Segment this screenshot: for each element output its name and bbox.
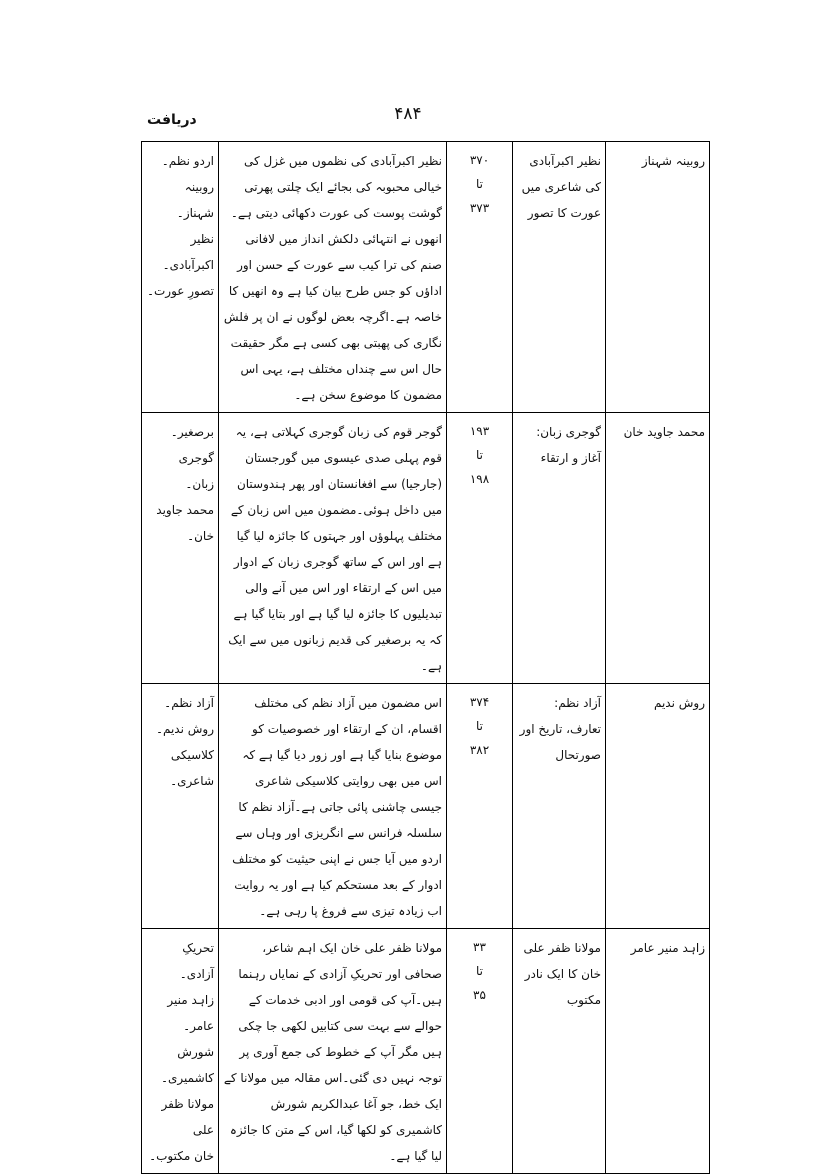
- page-to: تا: [476, 719, 483, 733]
- title-cell: گوجری زبان: آغاز و ارتقاء: [513, 413, 606, 684]
- page-end: ۳۸۲: [469, 743, 490, 757]
- keyword: زاہد منیر عامر۔: [167, 993, 214, 1033]
- keyword: شورش کاشمیری۔: [160, 1045, 214, 1085]
- title-cell: مولانا ظفر علی خان کا ایک نادر مکتوب: [513, 929, 606, 1174]
- pages-cell: [447, 684, 513, 929]
- page-to: تا: [476, 177, 483, 191]
- pages-cell: [447, 413, 513, 684]
- page-end: ۱۹۸: [469, 472, 490, 486]
- keyword: تحریکِ آزادی۔: [179, 941, 214, 981]
- page-end: ۳۵: [473, 988, 486, 1002]
- keyword: آزاد نظم۔: [164, 696, 214, 710]
- keyword: نظیر اکبرآبادی۔: [162, 232, 214, 272]
- pages-cell: [447, 142, 513, 413]
- keyword: روش ندیم۔: [155, 722, 214, 736]
- table-row: [142, 929, 710, 1174]
- keyword: مولانا ظفر علی: [161, 1097, 214, 1137]
- author-cell: روش ندیم: [606, 684, 710, 929]
- keyword: خان مکتوب۔: [149, 1149, 214, 1163]
- keyword: زبان۔: [185, 477, 214, 491]
- keywords-cell: [142, 142, 219, 413]
- page-start: ۳۳: [473, 940, 486, 954]
- keyword: روبینہ شہناز۔: [176, 180, 214, 220]
- title-cell: آزاد نظم: تعارف، تاریخ اور صورتحال: [513, 684, 606, 929]
- keyword: برصغیر۔گوجری: [170, 425, 214, 465]
- running-head: دریافت: [147, 112, 197, 128]
- summary-cell: مولانا ظفر علی خان ایک اہم شاعر، صحافی اور تحریکِ آزادی کے نمایاں رہنما ہیں۔آپ کی قومی اور ادبی خدمات کے حوالے سے بہت سی کتابیں لکھی جا چکی ہیں مگر آپ کے خطوط کی جمع آوری پر توجہ نہیں دی گئی۔اس مقالہ میں مولانا کے ایک خط، جو آغا عبدالکریم شورش کاشمیری کو لکھا گیا، اس کے متن کا جائزہ لیا گیا ہے۔: [219, 929, 447, 1174]
- title-cell: نظیر اکبرآبادی کی شاعری میں عورت کا تصور: [513, 142, 606, 413]
- table-row: [142, 142, 710, 413]
- keyword: اردو نظم۔: [161, 154, 214, 168]
- article-index-table: [141, 141, 710, 1174]
- summary-cell: گوجر قوم کی زبان گوجری کہلاتی ہے، یہ قوم پہلی صدی عیسوی میں گورجستان (جارجیا) سے افغانستان اور پھر ہندوستان میں داخل ہوئی۔مضمون میں اس زبان کے مختلف پہلوؤں اور جہتوں کا جائزہ لیا گیا ہے اور اس کے ساتھ گوجری زبان کے ادوار میں اس کے ارتقاء اور اس میں آنے والی تبدیلیوں کا جائزہ لیا گیا ہے اور بتایا گیا ہے کہ یہ برصغیر کی قدیم زبانوں میں سے ایک ہے۔: [219, 413, 447, 684]
- author-cell: محمد جاوید خان: [606, 413, 710, 684]
- page-to: تا: [476, 448, 483, 462]
- page-start: ۳۷۴: [469, 695, 490, 709]
- summary-cell: اس مضمون میں آزاد نظم کی مختلف اقسام، ان کے ارتقاء اور خصوصیات کو موضوع بنایا گیا ہے اور زور دیا گیا ہے کہ اس میں بھی روایتی کلاسیکی شاعری جیسی چاشنی پائی جاتی ہے۔آزاد نظم کا سلسلہ فرانس سے انگریزی اور وہاں سے اردو میں آیا جس نے اپنی حیثیت کو مختلف ادوار کے بعد مستحکم کیا ہے اور یہ روایت اب زیادہ تیزی سے فروغ پا رہی ہے۔: [219, 684, 447, 929]
- table-row: [142, 413, 710, 684]
- pages-cell: [447, 929, 513, 1174]
- page-number: ۴۸۴: [394, 104, 422, 124]
- page-to: تا: [476, 964, 483, 978]
- summary-cell: نظیر اکبرآبادی کی نظموں میں غزل کی خیالی محبوبہ کی بجائے ایک چلتی پھرتی گوشت پوست کی عورت دکھائی دیتی ہے۔انھوں نے انتہائی دلکش انداز میں لافانی صنم کی ترا کیب سے عورت کے حسن اور اداؤں کو جس طرح بیان کیا ہے وہ انھیں کا خاصہ ہے۔اگرچہ بعض لوگوں نے ان پر فلش نگاری کی پھبتی بھی کسی ہے مگر حقیقت حال اس سے چنداں مختلف ہے، یہی اس مضمون کا موضوع سخن ہے۔: [219, 142, 447, 413]
- keywords-cell: [142, 413, 219, 684]
- page-start: ۱۹۳: [469, 424, 490, 438]
- keywords-cell: [142, 684, 219, 929]
- table-row: [142, 684, 710, 929]
- keyword: شاعری۔: [170, 774, 214, 788]
- keyword: کلاسیکی: [170, 748, 214, 762]
- keyword: محمد جاوید خان۔: [156, 503, 214, 543]
- author-cell: زاہد منیر عامر: [606, 929, 710, 1174]
- page-end: ۳۷۳: [469, 201, 490, 215]
- author-cell: روبینہ شہناز: [606, 142, 710, 413]
- keyword: تصورِ عورت۔: [146, 284, 214, 298]
- page-start: ۳۷۰: [469, 153, 490, 167]
- keywords-cell: [142, 929, 219, 1174]
